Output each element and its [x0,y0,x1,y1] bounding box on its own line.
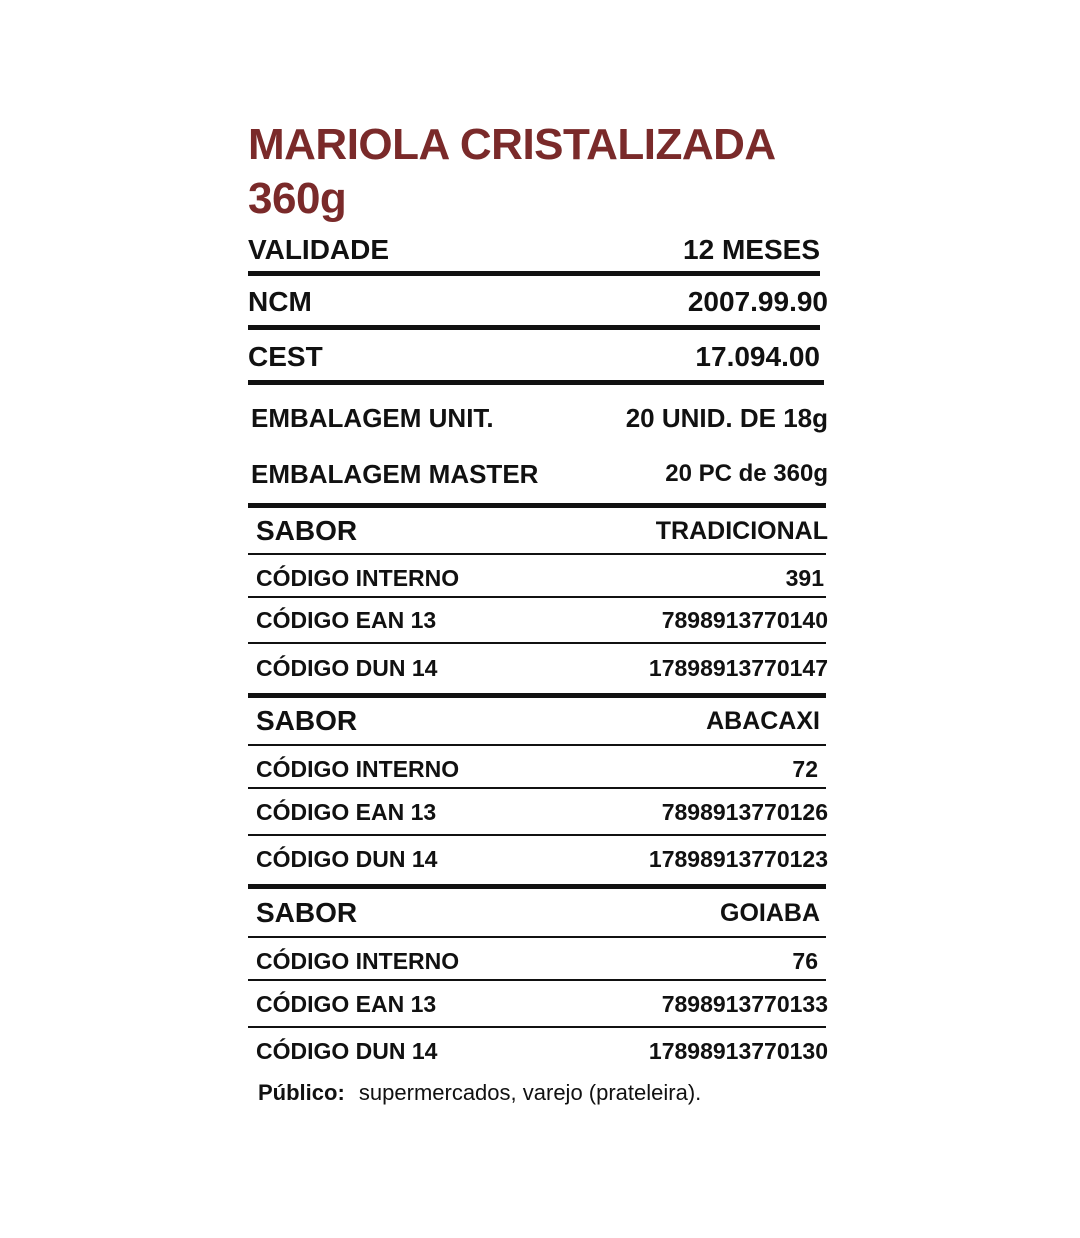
code-value: 76 [792,947,818,974]
publico-text: supermercados, varejo (prateleira). [358,1080,702,1105]
product-title [248,118,828,226]
divider [248,1026,826,1028]
code-label: CÓDIGO INTERNO [256,564,460,591]
divider [248,325,820,330]
code-label: CÓDIGO INTERNO [256,947,460,974]
code-value: 7898913770140 [661,606,828,633]
spec-value: 20 PC de 360g [665,460,828,487]
spec-value: 20 UNID. DE 18g [625,402,828,433]
spec-value: 12 MESES [683,234,820,265]
code-value: 7898913770126 [661,798,828,825]
product-name: MARIOLA CRISTALIZADA [248,120,776,169]
code-value: 72 [792,755,818,782]
code-row [248,944,828,978]
flavor-row-goiaba [248,895,828,931]
divider [248,380,824,385]
publico-note [258,1080,701,1106]
code-value: 391 [785,564,824,591]
divider [248,979,826,981]
divider [248,744,826,746]
divider [248,936,826,938]
spec-row-validade [248,232,828,268]
divider [248,596,826,598]
divider [248,884,826,889]
code-label: CÓDIGO DUN 14 [256,1037,438,1064]
divider [248,787,826,789]
code-value: 17898913770130 [648,1037,828,1064]
spec-row-ncm [248,284,828,320]
sabor-value: ABACAXI [706,706,820,735]
spec-label: NCM [248,286,312,317]
product-spec-sheet [248,118,828,1105]
spec-label: VALIDADE [248,234,390,265]
publico-label: Público: [258,1080,345,1105]
divider [248,553,826,555]
spec-row-cest [248,339,828,375]
divider [248,271,820,276]
code-label: CÓDIGO DUN 14 [256,845,438,872]
code-row [248,752,828,786]
code-row [248,603,828,637]
sabor-label: SABOR [256,515,358,546]
divider [248,642,826,644]
code-row [248,651,828,685]
spec-row-embalagem-master [248,456,828,492]
product-weight: 360g [248,174,347,223]
divider [248,503,826,508]
flavor-row-tradicional [248,513,828,549]
code-row [248,1034,828,1068]
spec-label: EMBALAGEM UNIT. [251,402,494,433]
spec-value: 17.094.00 [695,341,820,372]
code-row [248,842,828,876]
code-label: CÓDIGO DUN 14 [256,654,438,681]
divider [248,693,826,698]
spec-row-embalagem-unit [248,400,828,436]
divider [248,834,826,836]
code-value: 17898913770147 [648,654,828,681]
sabor-value: TRADICIONAL [655,516,828,545]
code-row [248,987,828,1021]
code-label: CÓDIGO EAN 13 [256,990,437,1017]
flavor-row-abacaxi [248,703,828,739]
spec-value: 2007.99.90 [687,286,828,317]
sabor-value: GOIABA [720,898,820,927]
code-value: 7898913770133 [661,990,828,1017]
sabor-label: SABOR [256,705,358,736]
code-row [248,561,828,595]
spec-label: CEST [248,341,323,372]
spec-label: EMBALAGEM MASTER [251,458,539,489]
code-row [248,795,828,829]
code-label: CÓDIGO EAN 13 [256,798,437,825]
code-label: CÓDIGO INTERNO [256,755,460,782]
code-value: 17898913770123 [648,845,828,872]
code-label: CÓDIGO EAN 13 [256,606,437,633]
sabor-label: SABOR [256,897,358,928]
